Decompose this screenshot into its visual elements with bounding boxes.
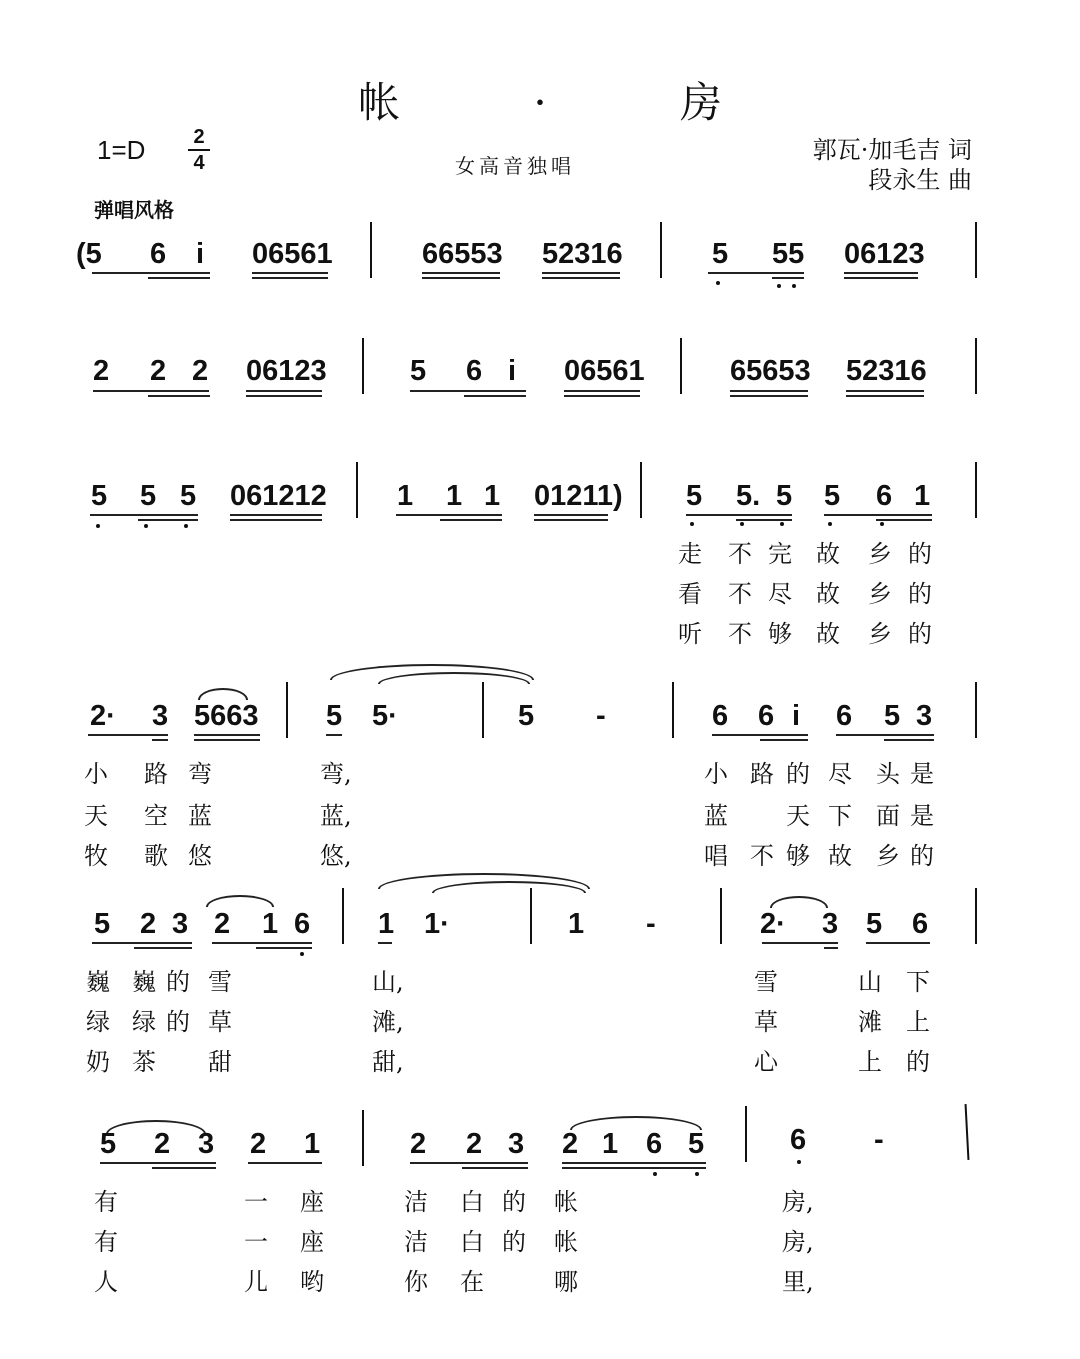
- lyric: 洁: [404, 1188, 428, 1216]
- lyric: 人: [94, 1268, 118, 1296]
- note: 2: [250, 1128, 267, 1160]
- lyric: 弯: [188, 760, 212, 788]
- beam: [708, 272, 804, 274]
- beam: [534, 514, 608, 516]
- note: 6: [646, 1128, 663, 1160]
- lyric: 不: [728, 580, 752, 608]
- beam: [212, 942, 312, 944]
- note: 3: [916, 700, 933, 732]
- lyric: 的: [502, 1188, 526, 1216]
- lyric: 不: [750, 842, 774, 870]
- lyric: 滩: [858, 1008, 882, 1036]
- note: 5: [410, 355, 427, 387]
- beam: [542, 277, 620, 279]
- lyric: 上: [906, 1008, 930, 1036]
- lyric: 帐: [554, 1188, 578, 1216]
- beam: [730, 395, 808, 397]
- beam: [148, 395, 210, 397]
- note: 5: [326, 700, 343, 732]
- note: 2·: [90, 700, 116, 732]
- barline: [530, 888, 532, 944]
- beam: [230, 519, 322, 521]
- lyric: 的: [166, 1008, 190, 1036]
- dash-extension: -: [646, 908, 656, 940]
- beam: [836, 734, 934, 736]
- note: 2: [192, 355, 209, 387]
- beam: [712, 734, 808, 736]
- lyric: 唱: [704, 842, 728, 870]
- barline: [370, 222, 372, 278]
- note: 3: [822, 908, 839, 940]
- note: 2: [150, 355, 167, 387]
- beam: [462, 1167, 528, 1169]
- note: 5: [94, 908, 111, 940]
- lyric: 白: [460, 1228, 484, 1256]
- slur-arc: [770, 896, 828, 908]
- lyric: 乡: [876, 842, 900, 870]
- time-sig-top: 2: [193, 126, 205, 148]
- time-sig-bottom: 4: [193, 152, 205, 174]
- beam: [92, 942, 192, 944]
- beam: [138, 519, 198, 521]
- lyric: 故: [816, 540, 840, 568]
- note-group: 66553: [422, 238, 503, 270]
- lyric: 不: [728, 540, 752, 568]
- lyric: 故: [816, 620, 840, 648]
- lyric: 完: [768, 540, 792, 568]
- beam: [230, 514, 322, 516]
- lyric: 头: [876, 760, 900, 788]
- note: 1: [262, 908, 279, 940]
- style-marking: 弹唱风格: [94, 198, 174, 222]
- lyric: 在: [460, 1268, 484, 1296]
- lyric: 蓝: [188, 802, 212, 830]
- beam: [464, 395, 526, 397]
- beam: [396, 514, 502, 516]
- note: 6: [150, 238, 167, 270]
- barline: [482, 682, 484, 738]
- lyric: 悠,: [320, 842, 352, 870]
- note: 5: [686, 480, 703, 512]
- lyric: 绿: [132, 1008, 156, 1036]
- note: 2: [154, 1128, 171, 1160]
- beam: [422, 277, 500, 279]
- beam: [884, 739, 934, 741]
- note: 6: [466, 355, 483, 387]
- barline: [362, 338, 364, 394]
- note-group: 06561: [252, 238, 333, 270]
- beam: [92, 272, 210, 274]
- lyric: 够: [768, 620, 792, 648]
- lyric: 空: [144, 802, 168, 830]
- subtitle: 女高音独唱: [455, 154, 575, 178]
- barline: [362, 1110, 364, 1166]
- barline: [660, 222, 662, 278]
- note: 1: [568, 908, 585, 940]
- beam: [562, 1162, 706, 1164]
- low-octave-dot: [96, 524, 100, 528]
- lyric: 的: [910, 842, 934, 870]
- beam: [88, 734, 168, 736]
- note: 5: [91, 480, 108, 512]
- barline: [640, 462, 642, 518]
- note: 1: [397, 480, 414, 512]
- barline: [975, 682, 977, 738]
- lyric: 洁: [404, 1228, 428, 1256]
- note: 6: [790, 1124, 807, 1156]
- lyric: 天: [786, 802, 810, 830]
- low-octave-dot: [792, 284, 796, 288]
- beam: [844, 277, 918, 279]
- beam: [378, 942, 392, 944]
- lyric: 巍: [86, 968, 110, 996]
- note: 6: [876, 480, 893, 512]
- beam: [686, 514, 792, 516]
- lyric: 有: [94, 1188, 118, 1216]
- note: 1: [484, 480, 501, 512]
- note: 3: [508, 1128, 525, 1160]
- note: 1·: [424, 908, 450, 940]
- lyric: 尽: [828, 760, 852, 788]
- lyric: 小: [84, 760, 108, 788]
- lyric: 奶: [86, 1048, 110, 1076]
- low-octave-dot: [144, 524, 148, 528]
- beam: [248, 1162, 322, 1164]
- beam: [93, 390, 209, 392]
- dash-extension: -: [596, 700, 606, 732]
- lyric: 的: [908, 620, 932, 648]
- barline: [975, 888, 977, 944]
- beam: [760, 739, 808, 741]
- beam: [772, 277, 804, 279]
- barline: [356, 462, 358, 518]
- beam: [736, 519, 792, 521]
- lyric: 一: [244, 1228, 268, 1256]
- beam: [564, 390, 640, 392]
- note-group: 06123: [246, 355, 327, 387]
- beam: [846, 395, 924, 397]
- lyric: 你: [404, 1268, 428, 1296]
- note: 5.: [736, 480, 761, 512]
- note: 6: [912, 908, 929, 940]
- beam: [246, 390, 322, 392]
- lyric: 弯,: [320, 760, 352, 788]
- lyric: 上: [858, 1048, 882, 1076]
- note: 5: [140, 480, 157, 512]
- lyric: 哟: [300, 1268, 324, 1296]
- lyric: 路: [750, 760, 774, 788]
- lyric: 是: [910, 802, 934, 830]
- note: 1: [446, 480, 463, 512]
- beam: [844, 272, 918, 274]
- lyric: 有: [94, 1228, 118, 1256]
- note: 5: [824, 480, 841, 512]
- beam: [876, 519, 932, 521]
- lyric: 不: [728, 620, 752, 648]
- note: 5: [866, 908, 883, 940]
- beam: [100, 1162, 216, 1164]
- beam: [326, 734, 342, 736]
- slur-arc: [206, 895, 274, 907]
- key-signature: 1=D: [97, 135, 146, 165]
- note: 5: [688, 1128, 705, 1160]
- lyric: 儿: [244, 1268, 268, 1296]
- lyric: 够: [786, 842, 810, 870]
- lyric: 乡: [868, 580, 892, 608]
- note: 2: [562, 1128, 579, 1160]
- song-title: 帐 · 房: [357, 78, 783, 127]
- note: 5: [884, 700, 901, 732]
- note: 5: [712, 238, 729, 270]
- dash-extension: -: [874, 1124, 884, 1156]
- barline: [720, 888, 722, 944]
- note: i: [508, 355, 517, 387]
- beam: [866, 942, 930, 944]
- note: 2: [466, 1128, 483, 1160]
- note-group: 52316: [542, 238, 623, 270]
- low-octave-dot: [780, 522, 784, 526]
- lyric: 甜: [208, 1048, 232, 1076]
- slur-arc: [570, 1116, 702, 1130]
- lyric: 的: [908, 580, 932, 608]
- beam: [422, 272, 500, 274]
- low-octave-dot: [797, 1160, 801, 1164]
- low-octave-dot: [184, 524, 188, 528]
- lyric: 听: [678, 620, 702, 648]
- lyric: 乡: [868, 540, 892, 568]
- lyric: 的: [906, 1048, 930, 1076]
- low-octave-dot: [716, 281, 720, 285]
- beam: [246, 395, 322, 397]
- lyric: 牧: [84, 842, 108, 870]
- beam: [194, 734, 260, 736]
- low-octave-dot: [740, 522, 744, 526]
- lyric: 乡: [868, 620, 892, 648]
- low-octave-dot: [300, 952, 304, 956]
- note: 6: [294, 908, 311, 940]
- lyric: 草: [208, 1008, 232, 1036]
- note-group: 06561: [564, 355, 645, 387]
- barline: [975, 338, 977, 394]
- lyric: 白: [460, 1188, 484, 1216]
- lyric: 故: [816, 580, 840, 608]
- beam: [440, 519, 502, 521]
- note-group: 5663: [194, 700, 259, 732]
- note: 5: [776, 480, 793, 512]
- note: 3: [172, 908, 189, 940]
- lyric: 滩,: [372, 1008, 404, 1036]
- barline: [965, 1104, 970, 1160]
- note-group: 52316: [846, 355, 927, 387]
- lyric: 里,: [782, 1268, 814, 1296]
- low-octave-dot: [695, 1172, 699, 1176]
- lyric: 帐: [554, 1228, 578, 1256]
- note: 3: [152, 700, 169, 732]
- lyric: 的: [786, 760, 810, 788]
- low-octave-dot: [880, 522, 884, 526]
- lyric: 天: [84, 802, 108, 830]
- lyric: 走: [678, 540, 702, 568]
- note: (5: [76, 238, 102, 270]
- note: 6: [712, 700, 729, 732]
- lyric: 座: [300, 1188, 324, 1216]
- composer-credit: 段永生 曲: [868, 166, 972, 194]
- beam: [824, 514, 932, 516]
- beam: [148, 277, 210, 279]
- lyric: 心: [754, 1048, 778, 1076]
- note: 2: [140, 908, 157, 940]
- lyric: 蓝: [704, 802, 728, 830]
- lyric: 山: [858, 968, 882, 996]
- lyric: 歌: [144, 842, 168, 870]
- lyric: 山,: [372, 968, 404, 996]
- note: 5·: [372, 700, 398, 732]
- barline: [680, 338, 682, 394]
- lyric: 房,: [782, 1188, 814, 1216]
- note: 2: [93, 355, 110, 387]
- lyric: 茶: [132, 1048, 156, 1076]
- note: 1: [914, 480, 931, 512]
- note: i: [196, 238, 205, 270]
- lyric: 一: [244, 1188, 268, 1216]
- note: 1: [602, 1128, 619, 1160]
- beam: [846, 390, 924, 392]
- note: 5: [100, 1128, 117, 1160]
- lyric: 尽: [768, 580, 792, 608]
- note: i: [792, 700, 801, 732]
- slur-arc: [198, 688, 248, 700]
- note-group: 061212: [230, 480, 327, 512]
- beam: [562, 1167, 706, 1169]
- beam: [256, 947, 312, 949]
- lyricist-credit: 郭瓦·加毛吉 词: [812, 136, 972, 164]
- note-group: 06123: [844, 238, 925, 270]
- lyric: 的: [502, 1228, 526, 1256]
- barline: [975, 462, 977, 518]
- beam: [252, 277, 328, 279]
- note: 2·: [760, 908, 786, 940]
- lyric: 蓝,: [320, 802, 352, 830]
- beam: [542, 272, 620, 274]
- lyric: 悠: [188, 842, 212, 870]
- low-octave-dot: [690, 522, 694, 526]
- lyric: 小: [704, 760, 728, 788]
- lyric: 下: [828, 802, 852, 830]
- lyric: 座: [300, 1228, 324, 1256]
- beam: [410, 390, 526, 392]
- beam: [730, 390, 808, 392]
- lyric: 是: [910, 760, 934, 788]
- low-octave-dot: [777, 284, 781, 288]
- note: 2: [410, 1128, 427, 1160]
- beam: [824, 947, 838, 949]
- lyric: 巍: [132, 968, 156, 996]
- lyric: 雪: [208, 968, 232, 996]
- lyric: 面: [876, 802, 900, 830]
- barline: [672, 682, 674, 738]
- beam: [152, 739, 168, 741]
- barline: [975, 222, 977, 278]
- lyric: 雪: [754, 968, 778, 996]
- beam: [564, 395, 640, 397]
- lyric: 的: [908, 540, 932, 568]
- lyric: 路: [144, 760, 168, 788]
- lyric: 哪: [554, 1268, 578, 1296]
- lyric: 房,: [782, 1228, 814, 1256]
- lyric: 草: [754, 1008, 778, 1036]
- note: 5: [518, 700, 535, 732]
- beam: [152, 1167, 216, 1169]
- barline: [342, 888, 344, 944]
- lyric: 下: [906, 968, 930, 996]
- lyric: 绿: [86, 1008, 110, 1036]
- barline: [286, 682, 288, 738]
- beam: [252, 272, 328, 274]
- lyric: 故: [828, 842, 852, 870]
- lyric: 甜,: [372, 1048, 404, 1076]
- note-group: 55: [772, 238, 805, 270]
- beam: [134, 947, 192, 949]
- note: 1: [378, 908, 395, 940]
- lyric: 的: [166, 968, 190, 996]
- note: 3: [198, 1128, 215, 1160]
- note-group: 01211): [534, 480, 623, 512]
- beam: [90, 514, 198, 516]
- note-group: 65653: [730, 355, 811, 387]
- note: 1: [304, 1128, 321, 1160]
- beam: [762, 942, 838, 944]
- beam: [194, 739, 260, 741]
- beam: [410, 1162, 528, 1164]
- note: 2: [214, 908, 231, 940]
- note: 6: [836, 700, 853, 732]
- lyric: 看: [678, 580, 702, 608]
- low-octave-dot: [828, 522, 832, 526]
- note: 5: [180, 480, 197, 512]
- beam: [534, 519, 608, 521]
- barline: [745, 1106, 747, 1162]
- low-octave-dot: [653, 1172, 657, 1176]
- note: 6: [758, 700, 775, 732]
